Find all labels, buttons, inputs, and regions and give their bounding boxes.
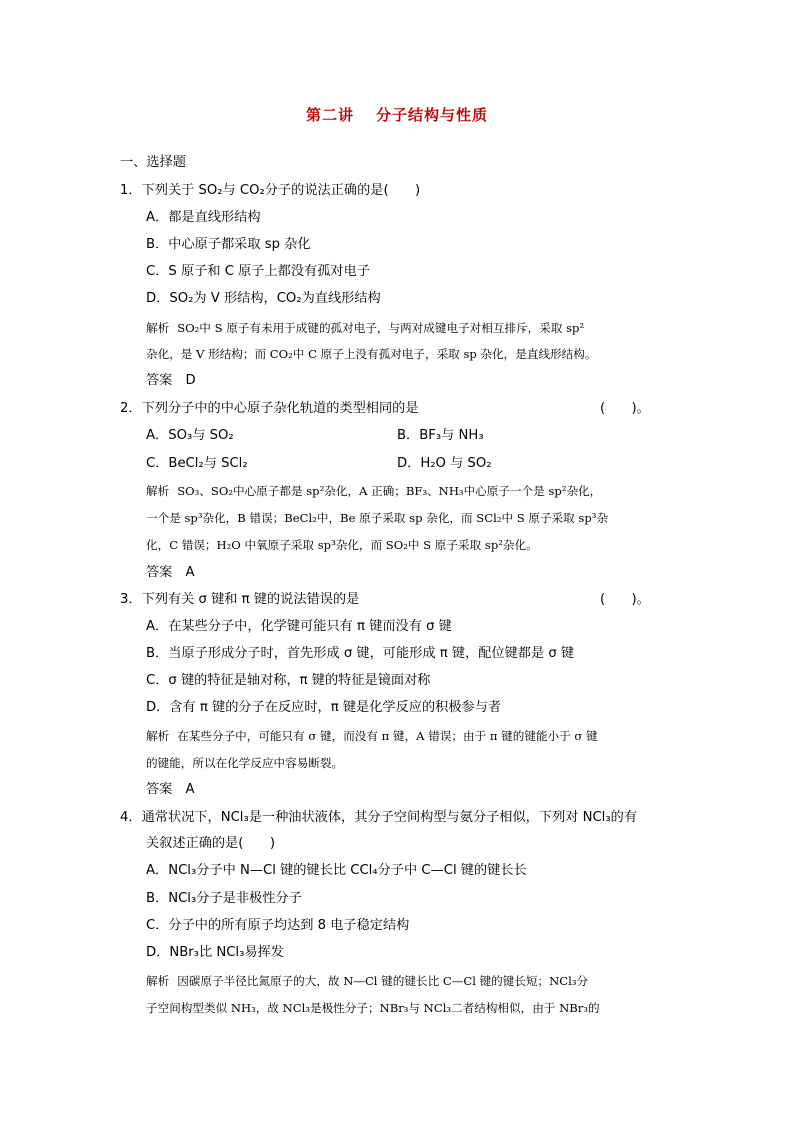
question-2-option-d: D．H₂O 与 SO₂ (397, 456, 492, 471)
question-1-option-c: C．S 原子和 C 原子上都没有孤对电子 (146, 264, 370, 279)
question-2-option-b: B．BF₃与 NH₃ (397, 428, 484, 443)
question-1-option-b: B．中心原子都采取 sp 杂化 (146, 237, 311, 252)
question-4-option-b: B．NCl₃分子是非极性分子 (146, 891, 302, 906)
question-1-option-d: D．SO₂为 V 形结构，CO₂为直线形结构 (146, 291, 381, 306)
analysis-label: 解析 (146, 974, 170, 988)
question-2-answer: 答案 A (146, 565, 195, 580)
question-1-analysis-line-1: 解析 SO₂中 S 原子有未用于成键的孤对电子，与两对成键电子对相互排斥，采取 sp² (146, 321, 585, 335)
question-4-analysis-line-1: 解析 因碳原子半径比氮原子的大，故 N—Cl 键的键长比 C—Cl 键的键长短；NCl₃分 (146, 974, 589, 988)
question-4-analysis-line-2: 子空间构型类似 NH₃，故 NCl₃是极性分子；NBr₃与 NCl₃二者结构相似，由于 NBr₃的 (146, 1001, 600, 1015)
question-1-analysis-line-2: 杂化，是 V 形结构；而 CO₂中 C 原子上没有孤对电子，采取 sp 杂化，是直线形结构。 (146, 347, 597, 361)
question-3-option-d: D．含有 π 键的分子在反应时，π 键是化学反应的积极参与者 (146, 700, 502, 715)
question-3-analysis-line-1: 解析 在某些分子中，可能只有 σ 键，而没有 π 键，A 错误；由于 π 键的键能小于 σ 键 (146, 729, 598, 743)
question-2-stem: 2．下列分子中的中心原子杂化轨道的类型相同的是 (120, 401, 419, 416)
question-3-option-c: C．σ 键的特征是轴对称，π 键的特征是镜面对称 (146, 673, 431, 688)
lecture-number: 第二讲 (305, 106, 354, 124)
question-4-stem-line-2: 关叙述正确的是( ) (146, 836, 275, 851)
question-3-option-b: B．当原子形成分子时，首先形成 σ 键，可能形成 π 键，配位键都是 σ 键 (146, 646, 575, 661)
question-3-stem: 3．下列有关 σ 键和 π 键的说法错误的是 (120, 592, 360, 607)
question-3-analysis-line-2: 的键能，所以在化学反应中容易断裂。 (146, 756, 344, 770)
question-1-answer: 答案 D (146, 373, 196, 388)
analysis-label: 解析 (146, 729, 170, 743)
question-1-stem: 1．下列关于 SO₂与 CO₂分子的说法正确的是( ) (120, 183, 421, 198)
analysis-label: 解析 (146, 321, 170, 335)
section-heading: 一、选择题 (120, 155, 186, 170)
page-title (0, 104, 794, 125)
question-1-option-a: A．都是直线形结构 (146, 210, 261, 225)
question-2-analysis-line-2: 一个是 sp³杂化，B 错误；BeCl₂中，Be 原子采取 sp 杂化，而 SCl₂中 S 原子采取 sp³杂 (146, 511, 609, 525)
question-3-option-a: A．在某些分子中，化学键可能只有 π 键而没有 σ 键 (146, 619, 452, 634)
question-2-analysis-line-1: 解析 SO₃、SO₂中心原子都是 sp²杂化，A 正确；BF₃、NH₃中心原子一个是 sp²杂化， (146, 484, 602, 498)
question-2-answer-blank: ( )。 (600, 401, 650, 416)
question-2-option-c: C．BeCl₂与 SCl₂ (146, 456, 248, 471)
question-2-analysis-line-3: 化，C 错误；H₂O 中氧原子采取 sp³杂化，而 SO₂中 S 原子采取 sp²杂化。 (146, 538, 538, 552)
question-2-option-a: A．SO₃与 SO₂ (146, 428, 234, 443)
question-3-answer: 答案 A (146, 782, 195, 797)
question-4-stem-line-1: 4．通常状况下，NCl₃是一种油状液体，其分子空间构型与氨分子相似，下列对 NCl₃的有 (120, 810, 638, 825)
analysis-label: 解析 (146, 484, 170, 498)
question-3-answer-blank: ( )。 (600, 592, 650, 607)
lecture-topic: 分子结构与性质 (376, 106, 489, 124)
question-4-option-c: C．分子中的所有原子均达到 8 电子稳定结构 (146, 918, 410, 933)
question-4-option-a: A．NCl₃分子中 N—Cl 键的键长比 CCl₄分子中 C—Cl 键的键长长 (146, 863, 527, 878)
question-4-option-d: D．NBr₃比 NCl₃易挥发 (146, 945, 284, 960)
